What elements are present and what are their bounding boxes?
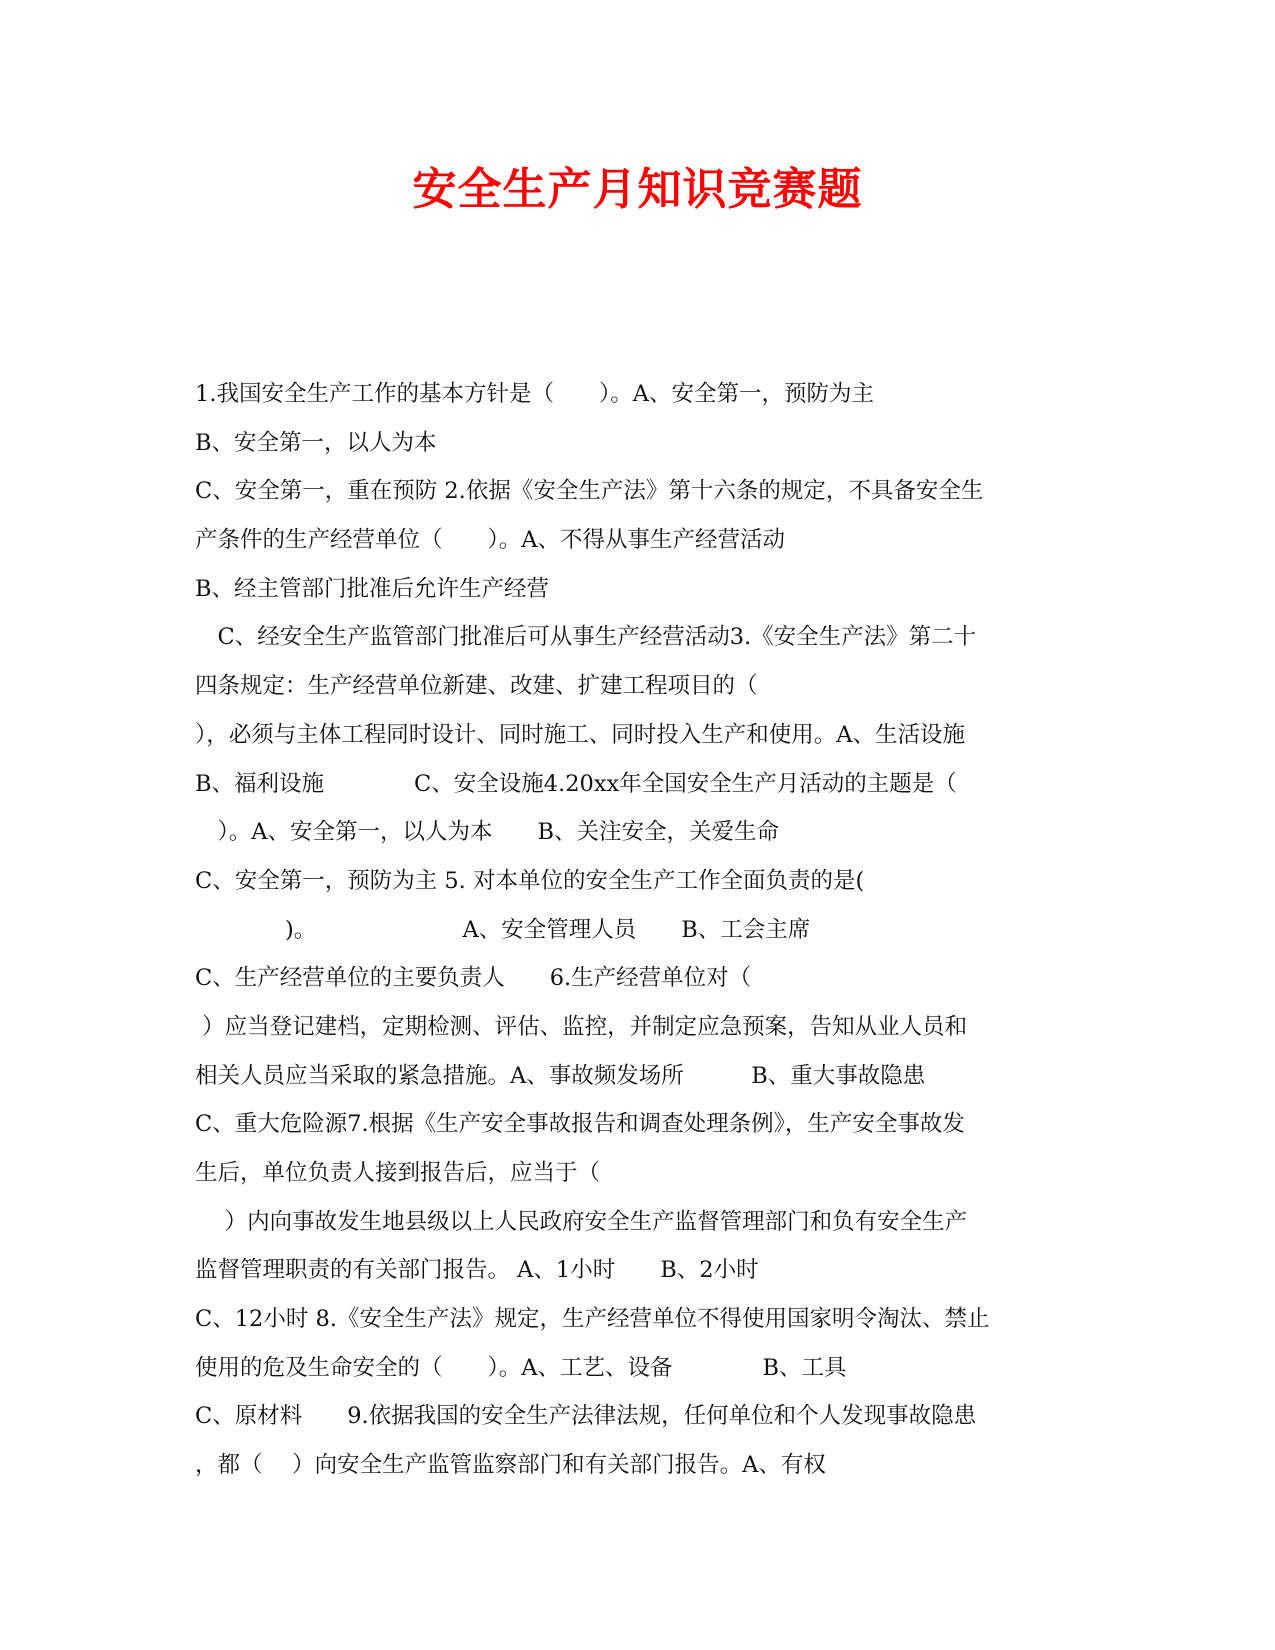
text-line: ，都（ ）向安全生产监管监察部门和有关部门报告。A、有权 xyxy=(195,1452,826,1479)
text-line: 相关人员应当采取的紧急措施。A、事故频发场所 B、重大事故隐患 xyxy=(195,1062,926,1089)
text-line: C、经安全生产监管部门批准后可从事生产经营活动3.《安全生产法》第二十 xyxy=(195,624,977,651)
text-line: ）应当登记建档，定期检测、评估、监控，并制定应急预案，告知从业人员和 xyxy=(195,1013,968,1040)
text-line: 1.我国安全生产工作的基本方针是（ ）。A、安全第一，预防为主 xyxy=(195,381,874,407)
text-line: C、安全第一，预防为主 5. 对本单位的安全生产工作全面负责的是( xyxy=(195,867,865,894)
text-line: )。 A、安全管理人员 B、工会主席 xyxy=(195,916,811,943)
document-title: 安全生产月知识竞赛题 xyxy=(412,164,863,215)
text-line: B、经主管部门批准后允许生产经营 xyxy=(195,575,550,602)
document-body xyxy=(195,370,1075,1490)
text-line: B、安全第一，以人为本 xyxy=(195,429,437,456)
text-line: 产条件的生产经营单位（ ）。A、不得从事生产经营活动 xyxy=(195,527,785,554)
text-line: C、生产经营单位的主要负责人 6.生产经营单位对（ xyxy=(195,965,752,992)
text-line: C、安全第一，重在预防 2.依据《安全生产法》第十六条的规定，不具备安全生 xyxy=(195,478,984,505)
text-line: 监督管理职责的有关部门报告。 A、1小时 B、2小时 xyxy=(195,1257,759,1284)
text-line: C、12小时 8.《安全生产法》规定，生产经营单位不得使用国家明令淘汰、禁止 xyxy=(195,1306,990,1333)
text-line: 生后，单位负责人接到报告后，应当于（ xyxy=(195,1160,601,1186)
text-line: ）。A、安全第一，以人为本 B、关注安全，关爱生命 xyxy=(195,819,780,846)
text-line: B、福利设施 C、安全设施4.20xx年全国安全生产月活动的主题是（ xyxy=(195,770,957,797)
text-line: C、重大危险源7.根据《生产安全事故报告和调查处理条例》，生产安全事故发 xyxy=(195,1111,965,1138)
text-line: 四条规定：生产经营单位新建、改建、扩建工程项目的（ xyxy=(195,673,758,700)
text-line: ），必须与主体工程同时设计、同时施工、同时投入生产和使用。A、生活设施 xyxy=(195,721,966,748)
text-line: C、原材料 9.依据我国的安全生产法律法规，任何单位和个人发现事故隐患 xyxy=(195,1403,977,1430)
text-line: 使用的危及生命安全的（ ）。A、工艺、设备 B、工具 xyxy=(195,1354,847,1381)
text-line: ）内向事故发生地县级以上人民政府安全生产监督管理部门和负有安全生产 xyxy=(195,1208,968,1235)
